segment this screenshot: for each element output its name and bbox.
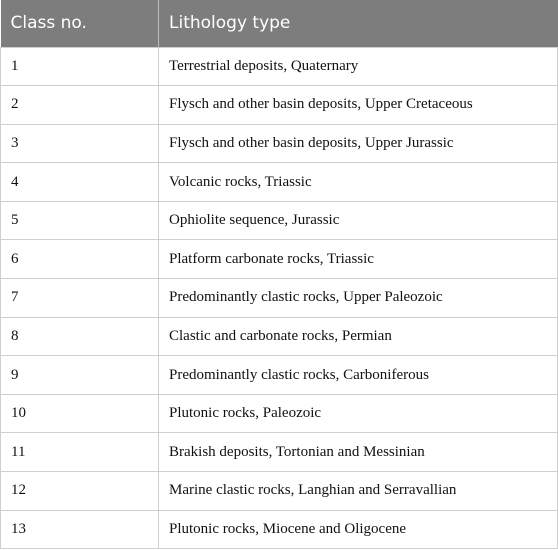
table-row xyxy=(1,279,558,318)
table-row xyxy=(1,394,558,433)
cell-class-no: 2 xyxy=(1,86,159,125)
cell-class-no: 1 xyxy=(1,47,159,86)
header-lithology-type: Lithology type xyxy=(159,0,558,47)
table-header xyxy=(1,0,558,47)
cell-class-no: 3 xyxy=(1,124,159,163)
table-row xyxy=(1,472,558,511)
table-row xyxy=(1,317,558,356)
table-row xyxy=(1,356,558,395)
cell-class-no: 6 xyxy=(1,240,159,279)
cell-class-no: 11 xyxy=(1,433,159,472)
cell-class-no: 13 xyxy=(1,510,159,549)
cell-class-no: 7 xyxy=(1,279,159,318)
table-row xyxy=(1,433,558,472)
header-row xyxy=(1,0,558,47)
cell-lithology-type: Plutonic rocks, Miocene and Oligocene xyxy=(159,510,558,549)
table-row xyxy=(1,86,558,125)
cell-class-no: 8 xyxy=(1,317,159,356)
cell-lithology-type: Volcanic rocks, Triassic xyxy=(159,163,558,202)
cell-class-no: 5 xyxy=(1,201,159,240)
table-row xyxy=(1,47,558,86)
header-class-no: Class no. xyxy=(1,0,159,47)
table-row xyxy=(1,510,558,549)
table-row xyxy=(1,240,558,279)
cell-lithology-type: Clastic and carbonate rocks, Permian xyxy=(159,317,558,356)
cell-lithology-type: Marine clastic rocks, Langhian and Serravallian xyxy=(159,472,558,511)
cell-lithology-type: Brakish deposits, Tortonian and Messinian xyxy=(159,433,558,472)
table-row xyxy=(1,124,558,163)
cell-lithology-type: Ophiolite sequence, Jurassic xyxy=(159,201,558,240)
cell-lithology-type: Predominantly clastic rocks, Upper Paleozoic xyxy=(159,279,558,318)
table-row xyxy=(1,163,558,202)
cell-lithology-type: Predominantly clastic rocks, Carboniferous xyxy=(159,356,558,395)
cell-class-no: 12 xyxy=(1,472,159,511)
table-row xyxy=(1,201,558,240)
table-body xyxy=(1,47,558,549)
cell-lithology-type: Flysch and other basin deposits, Upper Jurassic xyxy=(159,124,558,163)
cell-class-no: 4 xyxy=(1,163,159,202)
cell-lithology-type: Terrestrial deposits, Quaternary xyxy=(159,47,558,86)
cell-lithology-type: Flysch and other basin deposits, Upper Cretaceous xyxy=(159,86,558,125)
cell-class-no: 9 xyxy=(1,356,159,395)
cell-lithology-type: Platform carbonate rocks, Triassic xyxy=(159,240,558,279)
cell-class-no: 10 xyxy=(1,394,159,433)
cell-lithology-type: Plutonic rocks, Paleozoic xyxy=(159,394,558,433)
